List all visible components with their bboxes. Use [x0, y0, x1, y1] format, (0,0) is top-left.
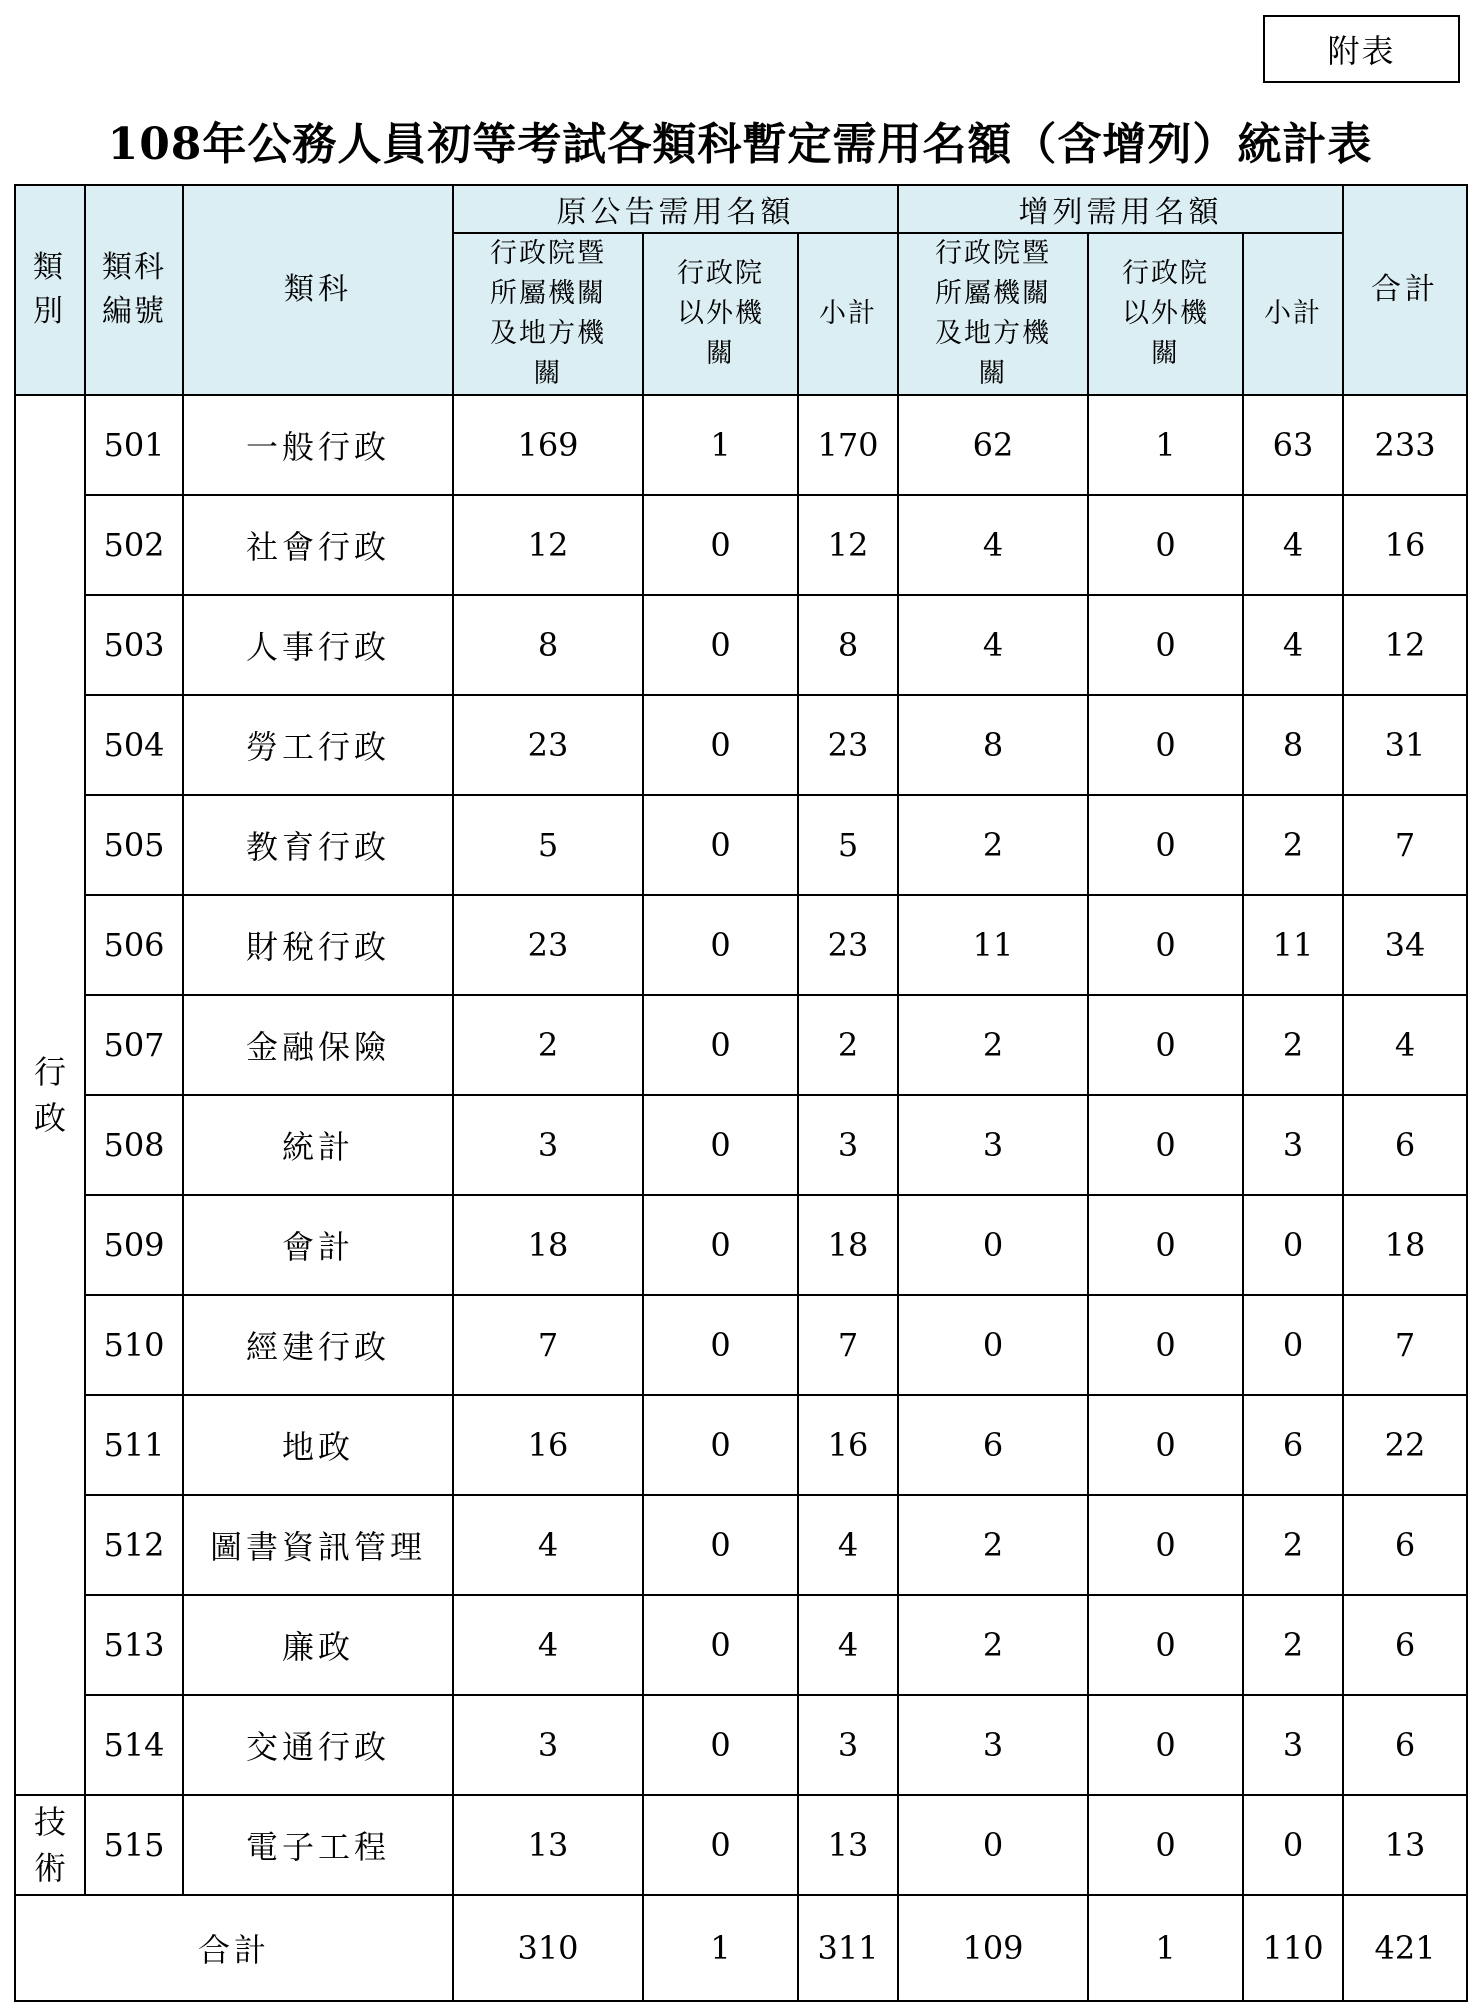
totals-original-exec: 310: [453, 1895, 643, 2001]
category-tech-text: 技術: [33, 1803, 66, 1887]
subject-cell: 一般行政: [183, 395, 453, 495]
added-exec-cell: 4: [898, 595, 1088, 695]
totals-grand-total: 421: [1343, 1895, 1467, 2001]
header-total: 合計: [1343, 185, 1467, 395]
table-row: [15, 495, 1467, 595]
original-exec-cell: 13: [453, 1795, 643, 1895]
added-other-cell: 1: [1088, 395, 1243, 495]
original-subtotal-cell: 4: [798, 1495, 898, 1595]
code-cell: 506: [85, 895, 183, 995]
original-other-cell: 0: [643, 1695, 798, 1795]
added-exec-cell: 2: [898, 1595, 1088, 1695]
total-cell: 6: [1343, 1095, 1467, 1195]
code-cell: 501: [85, 395, 183, 495]
totals-label: 合計: [15, 1895, 453, 2001]
subject-cell: 金融保險: [183, 995, 453, 1095]
original-subtotal-cell: 5: [798, 795, 898, 895]
total-cell: 16: [1343, 495, 1467, 595]
total-cell: 6: [1343, 1495, 1467, 1595]
total-cell: 7: [1343, 795, 1467, 895]
original-subtotal-cell: 4: [798, 1595, 898, 1695]
header-original-exec-text: 行政院暨所屬機關及地方機關: [489, 238, 606, 389]
original-subtotal-cell: 18: [798, 1195, 898, 1295]
table-row: [15, 1395, 1467, 1495]
original-subtotal-cell: 170: [798, 395, 898, 495]
totals-added-other: 1: [1088, 1895, 1243, 2001]
header-original-other-text: 行政院以外機關: [676, 258, 764, 369]
added-subtotal-cell: 11: [1243, 895, 1343, 995]
original-exec-cell: 5: [453, 795, 643, 895]
code-cell: 504: [85, 695, 183, 795]
header-subject: 類科: [183, 185, 453, 395]
subject-cell: 勞工行政: [183, 695, 453, 795]
original-exec-cell: 8: [453, 595, 643, 695]
subject-cell: 圖書資訊管理: [183, 1495, 453, 1595]
total-cell: 22: [1343, 1395, 1467, 1495]
header-category: [15, 185, 85, 395]
original-subtotal-cell: 23: [798, 895, 898, 995]
category-tech: [15, 1795, 85, 1895]
original-exec-cell: 169: [453, 395, 643, 495]
added-exec-cell: 6: [898, 1395, 1088, 1495]
original-subtotal-cell: 8: [798, 595, 898, 695]
subject-cell: 廉政: [183, 1595, 453, 1695]
header-added-other-text: 行政院以外機關: [1121, 258, 1209, 369]
added-other-cell: 0: [1088, 795, 1243, 895]
original-exec-cell: 23: [453, 695, 643, 795]
table-row: [15, 795, 1467, 895]
code-cell: 511: [85, 1395, 183, 1495]
table-body: [15, 395, 1467, 1895]
subject-cell: 教育行政: [183, 795, 453, 895]
original-exec-cell: 16: [453, 1395, 643, 1495]
totals-added-exec: 109: [898, 1895, 1088, 2001]
code-cell: 503: [85, 595, 183, 695]
subject-cell: 經建行政: [183, 1295, 453, 1395]
added-other-cell: 0: [1088, 1295, 1243, 1395]
original-subtotal-cell: 13: [798, 1795, 898, 1895]
code-cell: 509: [85, 1195, 183, 1295]
annex-label: 附表: [1263, 15, 1460, 83]
original-exec-cell: 12: [453, 495, 643, 595]
total-cell: 4: [1343, 995, 1467, 1095]
table-row: [15, 595, 1467, 695]
table-row: [15, 895, 1467, 995]
added-exec-cell: 2: [898, 995, 1088, 1095]
original-exec-cell: 23: [453, 895, 643, 995]
original-other-cell: 0: [643, 995, 798, 1095]
added-exec-cell: 11: [898, 895, 1088, 995]
table-row: [15, 1695, 1467, 1795]
code-cell: 515: [85, 1795, 183, 1895]
code-cell: 512: [85, 1495, 183, 1595]
table-row: [15, 1495, 1467, 1595]
subject-cell: 交通行政: [183, 1695, 453, 1795]
original-exec-cell: 18: [453, 1195, 643, 1295]
added-exec-cell: 0: [898, 1195, 1088, 1295]
added-other-cell: 0: [1088, 1695, 1243, 1795]
code-cell: 513: [85, 1595, 183, 1695]
added-subtotal-cell: 4: [1243, 595, 1343, 695]
added-subtotal-cell: 0: [1243, 1795, 1343, 1895]
table-row: [15, 395, 1467, 495]
subject-cell: 統計: [183, 1095, 453, 1195]
added-subtotal-cell: 2: [1243, 1495, 1343, 1595]
header-code: [85, 185, 183, 395]
original-other-cell: 0: [643, 595, 798, 695]
added-exec-cell: 0: [898, 1295, 1088, 1395]
added-subtotal-cell: 63: [1243, 395, 1343, 495]
header-added-subtotal: 小計: [1243, 233, 1343, 395]
header-added-exec: [898, 233, 1088, 395]
original-subtotal-cell: 7: [798, 1295, 898, 1395]
code-cell: 508: [85, 1095, 183, 1195]
code-cell: 505: [85, 795, 183, 895]
total-cell: 13: [1343, 1795, 1467, 1895]
added-other-cell: 0: [1088, 1795, 1243, 1895]
subject-cell: 會計: [183, 1195, 453, 1295]
added-other-cell: 0: [1088, 1195, 1243, 1295]
header-added-group: 增列需用名額: [898, 185, 1343, 233]
table-row: [15, 695, 1467, 795]
code-cell: 510: [85, 1295, 183, 1395]
header-original-other: [643, 233, 798, 395]
total-cell: 6: [1343, 1695, 1467, 1795]
original-exec-cell: 7: [453, 1295, 643, 1395]
code-cell: 502: [85, 495, 183, 595]
table-row: [15, 1795, 1467, 1895]
added-exec-cell: 0: [898, 1795, 1088, 1895]
original-other-cell: 0: [643, 795, 798, 895]
header-added-exec-text: 行政院暨所屬機關及地方機關: [934, 238, 1051, 389]
table-row: [15, 1295, 1467, 1395]
original-other-cell: 0: [643, 1495, 798, 1595]
added-subtotal-cell: 6: [1243, 1395, 1343, 1495]
totals-added-subtotal: 110: [1243, 1895, 1343, 2001]
added-subtotal-cell: 2: [1243, 795, 1343, 895]
table-row: [15, 995, 1467, 1095]
header-added-other: [1088, 233, 1243, 395]
added-other-cell: 0: [1088, 1595, 1243, 1695]
added-subtotal-cell: 3: [1243, 1095, 1343, 1195]
added-exec-cell: 3: [898, 1095, 1088, 1195]
original-other-cell: 0: [643, 1295, 798, 1395]
original-other-cell: 1: [643, 395, 798, 495]
added-other-cell: 0: [1088, 995, 1243, 1095]
original-other-cell: 0: [643, 1595, 798, 1695]
original-other-cell: 0: [643, 1795, 798, 1895]
page-title: 108年公務人員初等考試各類科暫定需用名額（含增列）統計表: [107, 119, 1373, 170]
statistics-table: [14, 184, 1468, 2002]
header-original-subtotal: 小計: [798, 233, 898, 395]
total-cell: 6: [1343, 1595, 1467, 1695]
total-cell: 233: [1343, 395, 1467, 495]
added-other-cell: 0: [1088, 1395, 1243, 1495]
code-cell: 507: [85, 995, 183, 1095]
category-admin-text: 行政: [33, 1053, 66, 1137]
added-exec-cell: 4: [898, 495, 1088, 595]
added-subtotal-cell: 3: [1243, 1695, 1343, 1795]
original-other-cell: 0: [643, 1095, 798, 1195]
original-subtotal-cell: 12: [798, 495, 898, 595]
header-code-text: 類科編號: [102, 250, 166, 329]
added-exec-cell: 62: [898, 395, 1088, 495]
added-exec-cell: 3: [898, 1695, 1088, 1795]
category-admin: [15, 395, 85, 1795]
header-original-exec: [453, 233, 643, 395]
total-cell: 18: [1343, 1195, 1467, 1295]
original-exec-cell: 3: [453, 1695, 643, 1795]
original-other-cell: 0: [643, 1195, 798, 1295]
original-other-cell: 0: [643, 1395, 798, 1495]
added-other-cell: 0: [1088, 595, 1243, 695]
added-subtotal-cell: 8: [1243, 695, 1343, 795]
added-subtotal-cell: 0: [1243, 1195, 1343, 1295]
table-row: [15, 1095, 1467, 1195]
original-exec-cell: 2: [453, 995, 643, 1095]
original-exec-cell: 4: [453, 1495, 643, 1595]
original-other-cell: 0: [643, 895, 798, 995]
added-subtotal-cell: 0: [1243, 1295, 1343, 1395]
table-row: [15, 1595, 1467, 1695]
original-subtotal-cell: 3: [798, 1095, 898, 1195]
original-other-cell: 0: [643, 495, 798, 595]
added-subtotal-cell: 2: [1243, 1595, 1343, 1695]
added-other-cell: 0: [1088, 495, 1243, 595]
header-original-group: 原公告需用名額: [453, 185, 898, 233]
original-exec-cell: 3: [453, 1095, 643, 1195]
original-subtotal-cell: 16: [798, 1395, 898, 1495]
original-exec-cell: 4: [453, 1595, 643, 1695]
subject-cell: 地政: [183, 1395, 453, 1495]
added-subtotal-cell: 2: [1243, 995, 1343, 1095]
subject-cell: 財稅行政: [183, 895, 453, 995]
totals-original-other: 1: [643, 1895, 798, 2001]
added-exec-cell: 2: [898, 795, 1088, 895]
added-subtotal-cell: 4: [1243, 495, 1343, 595]
table-header: [15, 185, 1467, 395]
original-subtotal-cell: 3: [798, 1695, 898, 1795]
table-row: [15, 1195, 1467, 1295]
total-cell: 31: [1343, 695, 1467, 795]
added-other-cell: 0: [1088, 695, 1243, 795]
subject-cell: 電子工程: [183, 1795, 453, 1895]
total-cell: 7: [1343, 1295, 1467, 1395]
subject-cell: 人事行政: [183, 595, 453, 695]
subject-cell: 社會行政: [183, 495, 453, 595]
added-other-cell: 0: [1088, 1095, 1243, 1195]
added-exec-cell: 8: [898, 695, 1088, 795]
original-subtotal-cell: 23: [798, 695, 898, 795]
original-other-cell: 0: [643, 695, 798, 795]
added-other-cell: 0: [1088, 1495, 1243, 1595]
code-cell: 514: [85, 1695, 183, 1795]
total-cell: 12: [1343, 595, 1467, 695]
totals-row: [15, 1895, 1467, 2001]
added-other-cell: 0: [1088, 895, 1243, 995]
added-exec-cell: 2: [898, 1495, 1088, 1595]
total-cell: 34: [1343, 895, 1467, 995]
totals-original-subtotal: 311: [798, 1895, 898, 2001]
original-subtotal-cell: 2: [798, 995, 898, 1095]
header-category-text: 類別: [33, 250, 67, 329]
